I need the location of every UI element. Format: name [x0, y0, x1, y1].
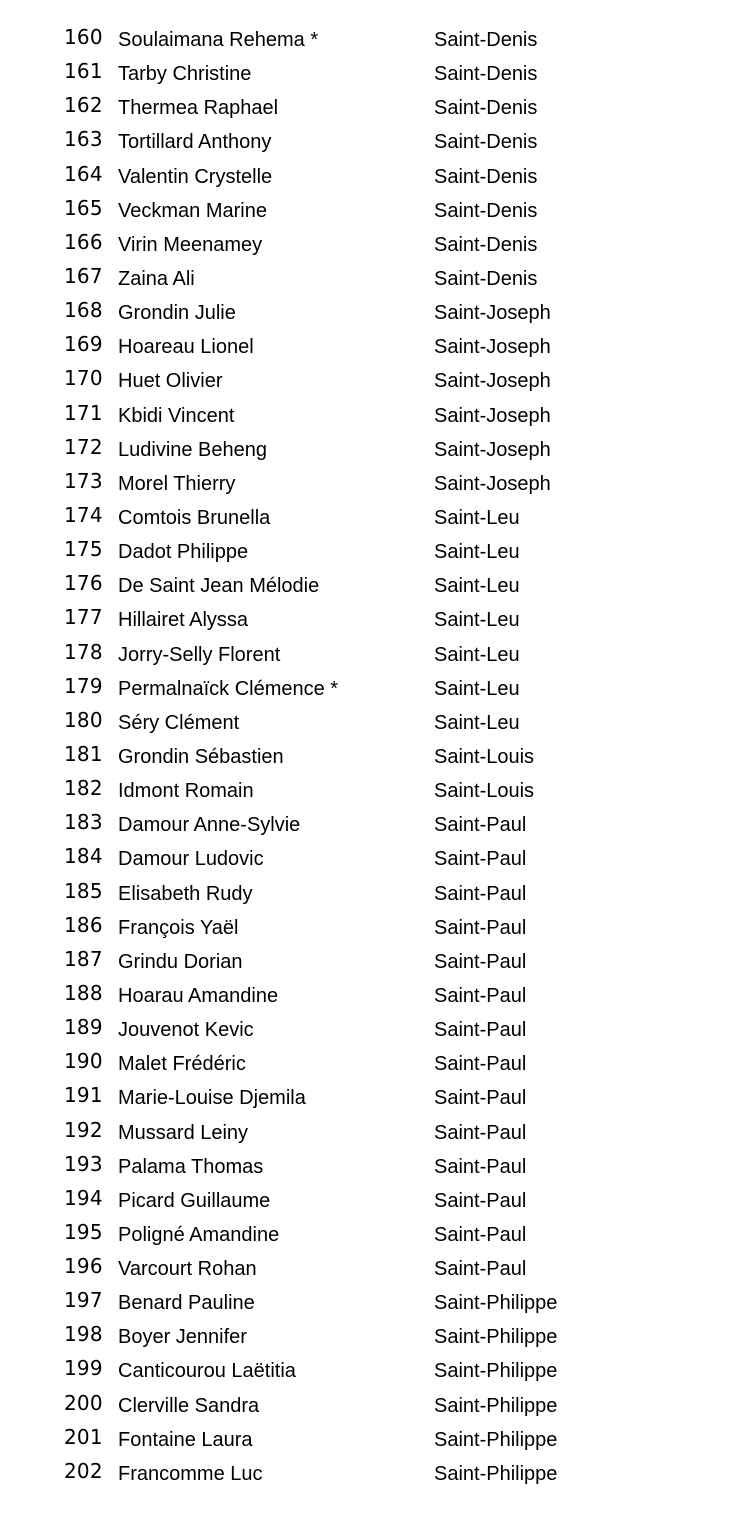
list-row — [0, 773, 752, 807]
list-row — [0, 568, 752, 602]
person-name: Damour Anne-Sylvie — [118, 814, 301, 837]
person-name: Picard Guillaume — [118, 1189, 271, 1212]
person-name: Marie-Louise Djemila — [118, 1087, 306, 1110]
person-name: Clerville Sandra — [118, 1394, 260, 1417]
commune-name: Saint-Philippe — [434, 1462, 558, 1485]
row-number: 163 — [64, 127, 103, 152]
person-name: Séry Clément — [118, 711, 240, 734]
list-row — [0, 1080, 752, 1114]
commune-name: Saint-Philippe — [434, 1326, 558, 1349]
list-row — [0, 1115, 752, 1149]
commune-name: Saint-Leu — [434, 711, 520, 734]
list-row — [0, 432, 752, 466]
row-number: 186 — [64, 912, 103, 937]
person-name: Huet Olivier — [118, 370, 223, 393]
list-row — [0, 807, 752, 841]
person-name: Kbidi Vincent — [118, 404, 235, 427]
commune-name: Saint-Leu — [434, 677, 520, 700]
row-number: 160 — [64, 25, 103, 49]
list-row — [0, 841, 752, 875]
list-row — [0, 739, 752, 773]
row-number: 184 — [64, 844, 103, 869]
row-number: 189 — [64, 1015, 103, 1040]
commune-name: Saint-Paul — [434, 984, 527, 1007]
person-name: Jorry-Selly Florent — [118, 643, 281, 666]
person-name: Comtois Brunella — [118, 506, 271, 529]
person-name: Palama Thomas — [118, 1155, 264, 1178]
commune-name: Saint-Louis — [434, 745, 535, 768]
commune-name: Saint-Leu — [434, 506, 520, 529]
list-row — [0, 602, 752, 636]
list-row — [0, 1353, 752, 1387]
row-number: 170 — [64, 366, 103, 391]
commune-name: Saint-Paul — [434, 1087, 527, 1110]
commune-name: Saint-Paul — [434, 848, 527, 871]
list-row — [0, 295, 752, 329]
person-name: Thermea Raphael — [118, 97, 279, 120]
list-row — [0, 910, 752, 944]
list-row — [0, 124, 752, 158]
list-row — [0, 1183, 752, 1217]
commune-name: Saint-Paul — [434, 1019, 527, 1042]
row-number: 191 — [64, 1083, 103, 1108]
commune-name: Saint-Leu — [434, 541, 520, 564]
person-name: Dadot Philippe — [118, 541, 249, 564]
row-number: 181 — [64, 741, 103, 766]
person-name: Poligné Amandine — [118, 1223, 280, 1246]
row-number: 177 — [64, 605, 103, 630]
list-row — [0, 1251, 752, 1285]
row-number: 167 — [64, 263, 103, 288]
person-name: Grondin Sébastien — [118, 745, 284, 768]
commune-name: Saint-Denis — [434, 29, 538, 51]
person-name: Francomme Luc — [118, 1462, 263, 1485]
commune-name: Saint-Paul — [434, 1258, 527, 1281]
list-row — [0, 56, 752, 90]
person-name: Grindu Dorian — [118, 950, 243, 973]
commune-name: Saint-Joseph — [434, 404, 551, 427]
row-number: 198 — [64, 1322, 103, 1347]
row-number: 183 — [64, 810, 103, 835]
person-name: Soulaimana Rehema * — [118, 29, 319, 51]
commune-name: Saint-Joseph — [434, 370, 551, 393]
list-row — [0, 1149, 752, 1183]
commune-name: Saint-Denis — [434, 199, 538, 222]
list-row — [0, 705, 752, 739]
commune-name: Saint-Paul — [434, 1121, 527, 1144]
row-number: 161 — [64, 59, 103, 84]
row-number: 176 — [64, 571, 103, 596]
person-name: Jouvenot Kevic — [118, 1019, 254, 1042]
row-number: 164 — [64, 161, 103, 186]
commune-name: Saint-Philippe — [434, 1428, 558, 1451]
row-number: 190 — [64, 1049, 103, 1074]
commune-name: Saint-Denis — [434, 63, 538, 86]
row-number: 168 — [64, 298, 103, 323]
row-number: 185 — [64, 878, 103, 903]
row-number: 175 — [64, 537, 103, 562]
person-name: Tortillard Anthony — [118, 131, 272, 154]
row-number: 178 — [64, 639, 103, 664]
member-list — [0, 22, 752, 1490]
person-name: Zaina Ali — [118, 267, 195, 290]
commune-name: Saint-Joseph — [434, 438, 551, 461]
list-row — [0, 193, 752, 227]
list-row — [0, 398, 752, 432]
list-row — [0, 90, 752, 124]
row-number: 200 — [64, 1390, 103, 1415]
list-row — [0, 1012, 752, 1046]
list-row — [0, 1285, 752, 1319]
row-number: 194 — [64, 1185, 103, 1210]
commune-name: Saint-Paul — [434, 1053, 527, 1076]
row-number: 199 — [64, 1356, 103, 1381]
commune-name: Saint-Paul — [434, 916, 527, 939]
row-number: 196 — [64, 1254, 103, 1279]
list-row — [0, 1046, 752, 1080]
row-number: 193 — [64, 1151, 103, 1176]
commune-name: Saint-Joseph — [434, 302, 551, 325]
person-name: Malet Frédéric — [118, 1053, 246, 1076]
person-name: Hoarau Amandine — [118, 984, 279, 1007]
person-name: Damour Ludovic — [118, 848, 264, 871]
list-row — [0, 1422, 752, 1456]
commune-name: Saint-Philippe — [434, 1360, 558, 1383]
list-row — [0, 159, 752, 193]
commune-name: Saint-Paul — [434, 950, 527, 973]
person-name: Grondin Julie — [118, 302, 236, 325]
person-name: De Saint Jean Mélodie — [118, 575, 320, 598]
person-name: Tarby Christine — [118, 63, 252, 86]
list-row — [0, 1319, 752, 1353]
row-number: 165 — [64, 195, 103, 220]
list-row — [0, 227, 752, 261]
list-row — [0, 637, 752, 671]
person-name: Fontaine Laura — [118, 1428, 253, 1451]
commune-name: Saint-Denis — [434, 131, 538, 154]
commune-name: Saint-Denis — [434, 267, 538, 290]
person-name: Valentin Crystelle — [118, 165, 273, 188]
commune-name: Saint-Denis — [434, 165, 538, 188]
commune-name: Saint-Philippe — [434, 1292, 558, 1315]
person-name: Idmont Romain — [118, 780, 254, 803]
commune-name: Saint-Joseph — [434, 336, 551, 359]
person-name: Morel Thierry — [118, 472, 236, 495]
person-name: Canticourou Laëtitia — [118, 1360, 296, 1383]
list-row — [0, 1388, 752, 1422]
list-row — [0, 944, 752, 978]
row-number: 195 — [64, 1219, 103, 1244]
row-number: 197 — [64, 1288, 103, 1313]
commune-name: Saint-Louis — [434, 780, 535, 803]
row-number: 192 — [64, 1117, 103, 1142]
row-number: 179 — [64, 673, 103, 698]
row-number: 171 — [64, 400, 103, 425]
commune-name: Saint-Leu — [434, 575, 520, 598]
list-row — [0, 978, 752, 1012]
row-number: 182 — [64, 776, 103, 801]
commune-name: Saint-Joseph — [434, 472, 551, 495]
person-name: Virin Meenamey — [118, 233, 263, 256]
list-row — [0, 363, 752, 397]
person-name: Permalnaïck Clémence * — [118, 677, 339, 700]
list-row — [0, 1217, 752, 1251]
list-row — [0, 329, 752, 363]
row-number: 169 — [64, 332, 103, 357]
list-row — [0, 261, 752, 295]
person-name: Mussard Leiny — [118, 1121, 249, 1144]
person-name: Benard Pauline — [118, 1292, 255, 1315]
row-number: 201 — [64, 1424, 103, 1449]
commune-name: Saint-Denis — [434, 97, 538, 120]
person-name: Ludivine Beheng — [118, 438, 268, 461]
commune-name: Saint-Philippe — [434, 1394, 558, 1417]
row-number: 173 — [64, 468, 103, 493]
commune-name: Saint-Paul — [434, 1155, 527, 1178]
commune-name: Saint-Leu — [434, 643, 520, 666]
list-row — [0, 22, 752, 56]
person-name: Boyer Jennifer — [118, 1326, 247, 1349]
list-row — [0, 500, 752, 534]
person-name: Hoareau Lionel — [118, 336, 254, 359]
row-number: 166 — [64, 229, 103, 254]
row-number: 172 — [64, 434, 103, 459]
row-number: 180 — [64, 707, 103, 732]
list-row — [0, 876, 752, 910]
commune-name: Saint-Paul — [434, 882, 527, 905]
person-name: Varcourt Rohan — [118, 1258, 257, 1281]
list-row — [0, 1456, 752, 1490]
commune-name: Saint-Denis — [434, 233, 538, 256]
row-number: 188 — [64, 980, 103, 1005]
list-row — [0, 534, 752, 568]
list-row — [0, 671, 752, 705]
commune-name: Saint-Paul — [434, 1189, 527, 1212]
person-name: Hillairet Alyssa — [118, 609, 249, 632]
list-row — [0, 466, 752, 500]
commune-name: Saint-Paul — [434, 1223, 527, 1246]
row-number: 187 — [64, 946, 103, 971]
person-name: Veckman Marine — [118, 199, 267, 222]
person-name: François Yaël — [118, 916, 239, 939]
row-number: 202 — [64, 1458, 103, 1483]
commune-name: Saint-Leu — [434, 609, 520, 632]
person-name: Elisabeth Rudy — [118, 882, 253, 905]
row-number: 174 — [64, 502, 103, 527]
commune-name: Saint-Paul — [434, 814, 527, 837]
row-number: 162 — [64, 93, 103, 118]
